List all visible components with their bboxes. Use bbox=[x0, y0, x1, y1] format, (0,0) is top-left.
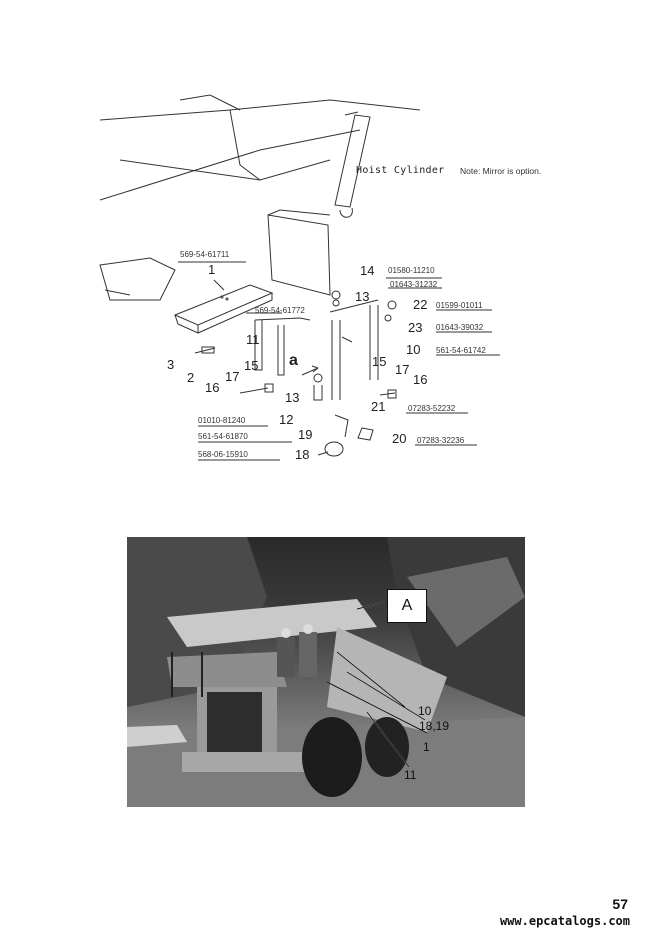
part-number-561-54-61870: 561-54-61870 bbox=[198, 432, 248, 441]
callout-16-left: 16 bbox=[205, 380, 220, 395]
part-number-569-54-61711: 569-54-61711 bbox=[180, 250, 230, 259]
photo-callout-a-box bbox=[387, 589, 427, 623]
part-number-561-54-61742: 561-54-61742 bbox=[436, 346, 486, 355]
part-number-01643-39032: 01643-39032 bbox=[436, 323, 484, 332]
photo-callout-a-label: A bbox=[401, 597, 413, 614]
part-number-01643-31232: 01643-31232 bbox=[390, 280, 438, 289]
callout-17-left: 17 bbox=[225, 369, 240, 384]
callout-21: 21 bbox=[371, 399, 386, 414]
callout-1: 1 bbox=[208, 262, 216, 277]
photo-scene bbox=[127, 537, 525, 807]
callout-3: 3 bbox=[167, 357, 175, 372]
photo-label-10: 10 bbox=[418, 704, 432, 718]
part-number-07283-32236: 07283-32236 bbox=[417, 436, 465, 445]
callout-a-arrow-label: a bbox=[289, 352, 298, 369]
part-number-01580-11210: 01580-11210 bbox=[388, 266, 435, 275]
callout-23: 23 bbox=[408, 320, 423, 335]
photo-label-1: 1 bbox=[423, 740, 430, 754]
part-number-569-54-61772: 569-54-61772 bbox=[255, 306, 305, 315]
watermark-url: www.epcatalogs.com bbox=[499, 914, 630, 928]
mirror-note: Note: Mirror is option. bbox=[460, 166, 542, 176]
part-number-568-06-15910: 568-06-15910 bbox=[198, 450, 248, 459]
callout-13-upper: 13 bbox=[355, 289, 370, 304]
callout-12: 12 bbox=[279, 412, 294, 427]
callout-13-lower: 13 bbox=[285, 390, 300, 405]
callout-15-left: 15 bbox=[244, 358, 259, 373]
callout-20: 20 bbox=[392, 431, 407, 446]
callout-22: 22 bbox=[413, 297, 428, 312]
hoist-cylinder-label: Hoist Cylinder bbox=[356, 165, 445, 176]
callout-11: 11 bbox=[246, 332, 260, 347]
callout-17-right: 17 bbox=[395, 362, 410, 377]
callout-18: 18 bbox=[295, 447, 310, 462]
photo-label-18-19: 18,19 bbox=[419, 719, 450, 733]
callout-19: 19 bbox=[298, 427, 313, 442]
photo-label-11: 11 bbox=[404, 768, 417, 782]
callout-2: 2 bbox=[187, 370, 195, 385]
callout-14: 14 bbox=[360, 263, 375, 278]
callout-16-right: 16 bbox=[413, 372, 428, 387]
page-number: 57 bbox=[612, 896, 628, 912]
dump-truck-photo bbox=[127, 537, 525, 807]
part-number-07283-52232: 07283-52232 bbox=[408, 404, 456, 413]
part-number-01010-81240: 01010-81240 bbox=[198, 416, 246, 425]
callout-10: 10 bbox=[406, 342, 421, 357]
callout-15-right: 15 bbox=[372, 354, 387, 369]
part-number-01599-01011: 01599-01011 bbox=[436, 301, 483, 310]
